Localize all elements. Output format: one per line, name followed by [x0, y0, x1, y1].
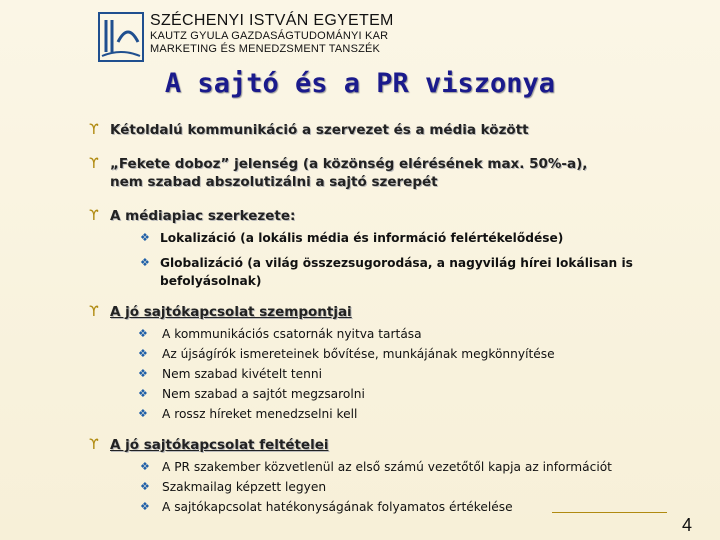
bullet-text: A médiapiac szerkezete: [110, 208, 296, 224]
list-item: ❖ A PR szakember közvetlenül az első számú vezetőtől kapja az információt [140, 460, 612, 474]
list-item: ❖ Nem szabad kivételt tenni [138, 367, 322, 381]
list-item: ❖ A rossz híreket menedzselni kell [138, 407, 358, 421]
bullet-5 [89, 436, 329, 454]
diamond-bullet-icon: ❖ [138, 407, 148, 420]
bullet-3 [89, 207, 296, 225]
bullet-text-line-1: „Fekete doboz” jelenség (a közönség elérésének max. 50%-a), [110, 156, 588, 172]
bullet-icon: ϒ [89, 208, 99, 224]
university-name: SZÉCHENYI ISTVÁN EGYETEM [150, 12, 394, 29]
bullet-1 [89, 121, 529, 139]
diamond-bullet-icon: ❖ [138, 387, 148, 400]
list-item: ❖ Az újságírók ismereteinek bővítése, munkájának megkönnyítése [138, 347, 555, 361]
diamond-bullet-icon: ❖ [138, 367, 148, 380]
diamond-bullet-icon: ❖ [140, 460, 150, 473]
bullet-4 [89, 303, 352, 321]
bullet-text-line-2: nem szabad abszolutizálni a sajtó szerepét [110, 174, 438, 190]
diamond-bullet-icon: ❖ [140, 500, 150, 513]
list-item: ❖ A kommunikációs csatornák nyitva tartása [138, 327, 422, 341]
bullet-icon: ϒ [89, 122, 99, 138]
list-item: ❖ Szakmailag képzett legyen [140, 480, 327, 494]
bullet-text: A jó sajtókapcsolat szempontjai [110, 304, 352, 320]
faculty-name: KAUTZ GYULA GAZDASÁGTUDOMÁNYI KAR [150, 30, 389, 42]
diamond-bullet-icon: ❖ [138, 327, 148, 340]
department-name: MARKETING ÉS MENEDZSMENT TANSZÉK [150, 43, 381, 55]
diamond-bullet-icon: ❖ [140, 256, 150, 269]
footer-divider [552, 512, 667, 513]
bullet-text: A jó sajtókapcsolat feltételei [110, 437, 329, 453]
list-item: ❖ Globalizáció (a világ összezsugorodása, a nagyvilág hírei lokálisan is befolyásolnak) [140, 256, 633, 288]
bullet-icon: ϒ [89, 156, 99, 172]
list-item: ❖ Lokalizáció (a lokális média és információ felértékelődése) [140, 231, 564, 245]
diamond-bullet-icon: ❖ [138, 347, 148, 360]
bullet-text: Kétoldalú kommunikáció a szervezet és a média között [110, 122, 529, 138]
university-logo-icon [98, 12, 144, 62]
diamond-bullet-icon: ❖ [140, 480, 150, 493]
bullet-icon: ϒ [89, 437, 99, 453]
list-item: ❖ Nem szabad a sajtót megzsarolni [138, 387, 365, 401]
bullet-2 [89, 155, 588, 191]
bullet-icon: ϒ [89, 304, 99, 320]
slide-title: A sajtó és a PR viszonya [164, 68, 556, 99]
header [150, 12, 394, 56]
diamond-bullet-icon: ❖ [140, 231, 150, 244]
page-number: 4 [682, 515, 693, 535]
list-item: ❖ A sajtókapcsolat hatékonyságának folyamatos értékelése [140, 500, 513, 514]
